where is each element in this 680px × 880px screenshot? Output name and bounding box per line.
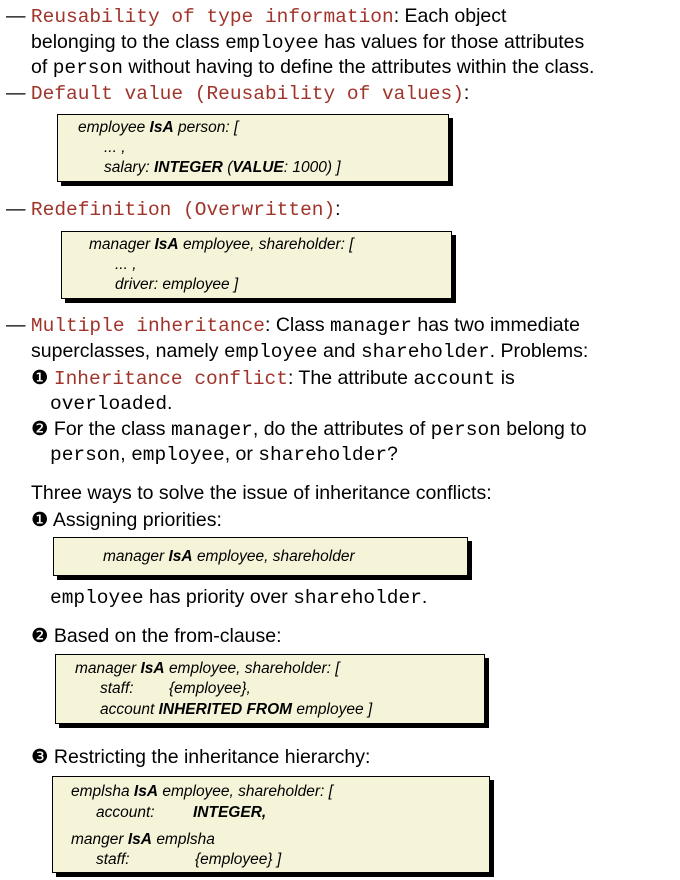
attribute-name: account xyxy=(413,368,496,390)
class-name: shareholder xyxy=(293,587,422,609)
code-token: staff: xyxy=(96,851,130,868)
code-line xyxy=(100,701,372,719)
text: Based on the from-clause: xyxy=(53,625,282,647)
class-name: employee xyxy=(223,341,318,363)
redefinition-heading xyxy=(6,198,341,221)
dash: — xyxy=(6,5,26,27)
code-line xyxy=(75,660,340,678)
code-token: person: [ xyxy=(177,119,239,136)
multiple-inheritance-line2 xyxy=(31,340,588,363)
priority-note xyxy=(50,586,427,609)
code-line xyxy=(104,139,126,157)
problem-1-line2 xyxy=(50,392,172,415)
text: : The attribute xyxy=(287,367,408,389)
keyword-value: VALUE xyxy=(232,159,284,176)
class-name: shareholder xyxy=(258,444,388,466)
class-name: shareholder xyxy=(360,341,490,363)
class-name: manager xyxy=(330,315,412,337)
way-2-label xyxy=(31,624,282,648)
text: For the class xyxy=(53,418,166,440)
way-1-label xyxy=(31,508,222,532)
bullet-1-icon: ❶ xyxy=(31,509,49,531)
solutions-intro: Three ways to solve the issue of inheritance conflicts: xyxy=(31,482,492,504)
code-token: employee, shareholder xyxy=(196,548,355,565)
code-box-redefinition xyxy=(61,231,452,299)
term-default-value: Default value (Reusability of values) xyxy=(30,83,464,105)
text: is xyxy=(500,367,515,389)
code-token: ( xyxy=(227,159,233,176)
text: , or xyxy=(224,443,253,465)
colon: : xyxy=(335,198,341,220)
colon: : xyxy=(264,314,271,336)
text: has two immediate xyxy=(417,314,580,336)
class-name: person xyxy=(50,444,121,466)
code-token: manager xyxy=(89,236,151,253)
code-token: : 1000) ] xyxy=(283,159,341,176)
problem-2-line1 xyxy=(31,417,587,441)
code-token: staff: xyxy=(100,680,134,697)
code-token: emplsha xyxy=(156,831,215,848)
text: , do the attributes of xyxy=(252,418,426,440)
code-token: employee, shareholder: [ xyxy=(182,236,354,253)
reuse-type-line2 xyxy=(31,31,584,54)
dash: — xyxy=(6,198,26,220)
bullet-2-icon: ❷ xyxy=(31,625,49,647)
text: Class xyxy=(275,314,325,336)
way-3-label xyxy=(31,745,370,769)
text: and xyxy=(322,340,356,362)
code-token: employee ] xyxy=(296,701,373,718)
code-box-default-value xyxy=(57,114,449,182)
text: Restricting the inheritance hierarchy: xyxy=(53,746,371,768)
term-reusability-type: Reusability of type information xyxy=(30,6,394,28)
default-value-heading xyxy=(6,82,469,105)
keyword-isa: IsA xyxy=(127,831,152,848)
text: has priority over xyxy=(149,586,288,608)
code-box-priorities xyxy=(53,537,468,576)
text: . Problems: xyxy=(489,340,589,362)
keyword-integer: INTEGER, xyxy=(193,804,267,821)
bullet-3-icon: ❸ xyxy=(31,746,49,768)
code-line xyxy=(96,804,267,822)
colon: : xyxy=(463,82,470,104)
term-redefinition: Redefinition (Overwritten) xyxy=(30,199,336,221)
problem-2-line2 xyxy=(50,443,398,466)
keyword-isa: IsA xyxy=(140,660,165,677)
code-token: account xyxy=(100,701,155,718)
bullet-2-icon: ❷ xyxy=(31,418,49,440)
text: . xyxy=(167,392,173,414)
problem-1-line1 xyxy=(31,366,515,390)
code-token: {employee}, xyxy=(169,680,251,697)
class-name: employee xyxy=(50,587,144,609)
code-token: account: xyxy=(96,804,155,821)
code-token: emplsha xyxy=(71,783,130,800)
dash: — xyxy=(6,314,26,336)
code-token: employee, shareholder: [ xyxy=(168,660,340,677)
code-token: manager xyxy=(75,660,137,677)
class-name: employee xyxy=(131,444,225,466)
dash: — xyxy=(6,82,26,104)
code-line xyxy=(104,159,341,177)
text: superclasses, namely xyxy=(31,340,219,362)
keyword-isa: IsA xyxy=(168,548,193,565)
class-name: employee xyxy=(225,32,319,54)
class-name: manager xyxy=(170,419,253,441)
code-line xyxy=(96,851,282,869)
class-name: person xyxy=(430,419,501,441)
text: ? xyxy=(387,443,398,465)
text: Each object xyxy=(404,5,507,27)
code-box-from-clause xyxy=(55,654,485,724)
text: , xyxy=(120,443,126,465)
code-line xyxy=(115,256,137,274)
code-token: employee, shareholder: [ xyxy=(162,783,333,800)
code-token: {employee} ] xyxy=(195,851,282,868)
keyword-integer: INTEGER xyxy=(153,159,223,176)
text: without having to define the attributes within the class. xyxy=(128,56,595,78)
code-token: manger xyxy=(71,831,124,848)
colon: : xyxy=(393,5,400,27)
code-line xyxy=(71,783,333,801)
code-token: employee xyxy=(78,119,146,136)
code-line xyxy=(71,831,215,849)
multiple-inheritance-line1 xyxy=(6,314,580,337)
keyword-isa: IsA xyxy=(133,783,159,800)
bullet-1-icon: ❶ xyxy=(31,367,49,389)
text: belonging to the class xyxy=(31,31,220,53)
code-line xyxy=(78,119,238,137)
text: belong to xyxy=(506,418,587,440)
term-multiple-inheritance: Multiple inheritance xyxy=(30,315,265,337)
code-line xyxy=(89,236,354,254)
term-overloaded: overloaded xyxy=(50,393,168,415)
text: has values for those attributes xyxy=(324,31,585,53)
code-token: manager xyxy=(103,548,165,565)
code-box-hierarchy xyxy=(52,776,490,873)
code-token: ... , xyxy=(115,256,137,273)
text: of xyxy=(31,56,48,78)
text: Assigning priorities: xyxy=(52,509,222,531)
code-token: ... , xyxy=(104,139,126,156)
reuse-type-line3 xyxy=(31,56,594,79)
keyword-isa: IsA xyxy=(154,236,179,253)
text: . xyxy=(421,586,428,608)
code-line xyxy=(115,276,238,294)
code-line xyxy=(103,548,355,566)
code-token: driver: employee ] xyxy=(115,276,239,293)
keyword-isa: IsA xyxy=(149,119,174,136)
keyword-inherited-from: INHERITED FROM xyxy=(158,701,293,718)
term-inheritance-conflict: Inheritance conflict xyxy=(53,368,288,390)
code-token: salary: xyxy=(104,159,150,176)
reuse-type-line1 xyxy=(6,5,506,28)
class-name: person xyxy=(52,57,123,79)
code-line xyxy=(100,680,251,698)
